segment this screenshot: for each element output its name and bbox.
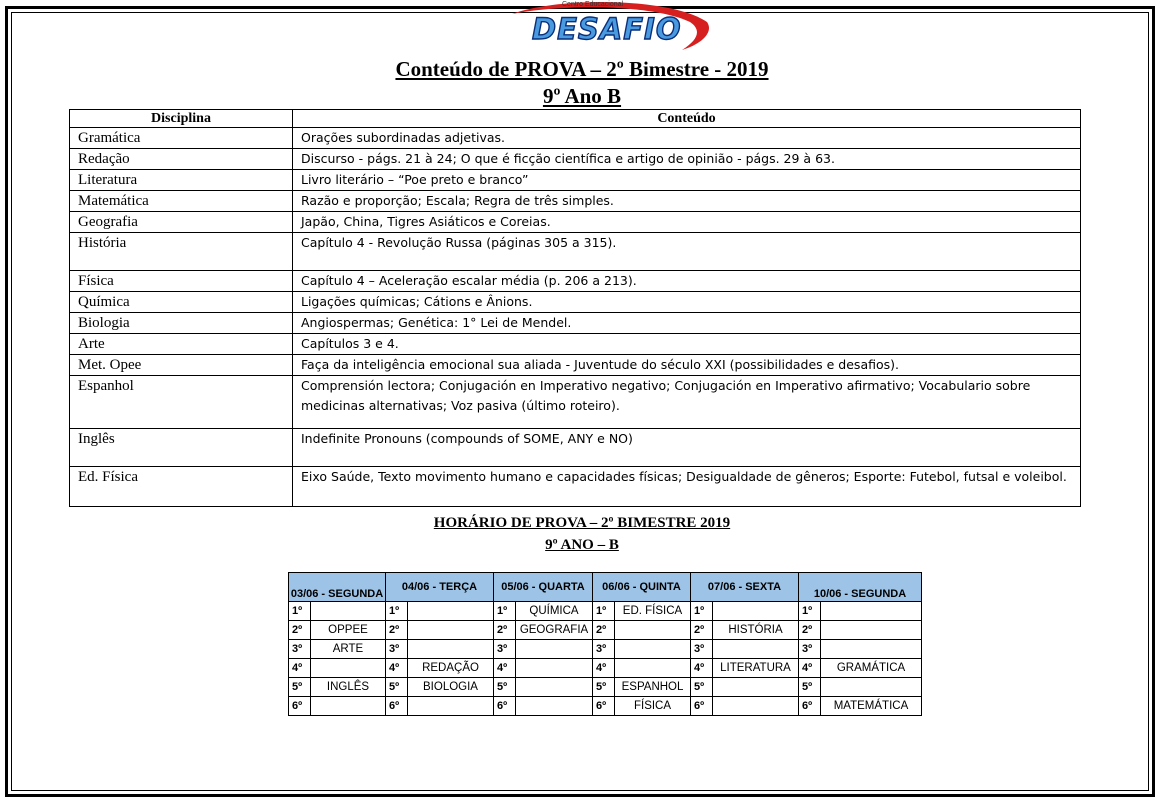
period-number: 2º xyxy=(799,621,821,640)
row-conteudo: Capítulo 4 – Aceleração escalar média (p. 206 a 213). xyxy=(293,271,1081,292)
row-disciplina: Arte xyxy=(70,334,293,355)
period-number: 6º xyxy=(289,697,311,716)
page-title: Conteúdo de PROVA – 2º Bimestre - 2019 xyxy=(395,57,769,81)
row-conteudo: Eixo Saúde, Texto movimento humano e capacidades físicas; Desigualdade de gêneros; Esporte: Futebol, futsal e voleibol. xyxy=(293,467,1081,507)
header-disciplina: Disciplina xyxy=(70,110,293,128)
exam-subject-cell: LITERATURA xyxy=(713,659,799,678)
row-disciplina: História xyxy=(70,233,293,271)
exam-subject-cell xyxy=(713,678,799,697)
period-number: 2º xyxy=(386,621,408,640)
day-header: 03/06 - SEGUNDA xyxy=(289,573,386,602)
row-conteudo: Capítulos 3 e 4. xyxy=(293,334,1081,355)
exam-subject-cell xyxy=(821,640,922,659)
row-disciplina: Matemática xyxy=(70,191,293,212)
table-row xyxy=(70,212,1081,233)
exam-subject-cell: ESPANHOL xyxy=(615,678,691,697)
header-conteudo: Conteúdo xyxy=(293,110,1081,128)
period-number: 4º xyxy=(691,659,713,678)
exam-subject-cell: GEOGRAFIA xyxy=(516,621,593,640)
exam-subject-cell: FÍSICA xyxy=(615,697,691,716)
period-number: 2º xyxy=(289,621,311,640)
period-number: 6º xyxy=(386,697,408,716)
table-row xyxy=(70,313,1081,334)
exam-subject-cell xyxy=(615,621,691,640)
exam-subject-cell xyxy=(516,640,593,659)
row-disciplina: Espanhol xyxy=(70,376,293,429)
exam-subject-cell xyxy=(821,602,922,621)
class-title: 9º Ano B xyxy=(542,84,622,108)
period-number: 4º xyxy=(494,659,516,678)
table-row xyxy=(70,170,1081,191)
period-number: 5º xyxy=(593,678,615,697)
period-number: 3º xyxy=(289,640,311,659)
table-row xyxy=(70,376,1081,429)
row-disciplina: Gramática xyxy=(70,128,293,149)
period-number: 3º xyxy=(799,640,821,659)
period-number: 3º xyxy=(691,640,713,659)
table-row xyxy=(70,355,1081,376)
exam-subject-cell xyxy=(311,697,386,716)
table-row xyxy=(70,128,1081,149)
day-header: 06/06 - QUINTA xyxy=(593,573,691,602)
exam-subject-cell: ARTE xyxy=(311,640,386,659)
content-table xyxy=(69,109,1081,507)
day-header: 04/06 - TERÇA xyxy=(386,573,494,602)
period-number: 2º xyxy=(593,621,615,640)
row-disciplina: Literatura xyxy=(70,170,293,191)
schedule-row xyxy=(289,602,922,621)
row-conteudo: Ligações químicas; Cátions e Ânions. xyxy=(293,292,1081,313)
table-row xyxy=(70,292,1081,313)
period-number: 5º xyxy=(289,678,311,697)
period-number: 1º xyxy=(691,602,713,621)
schedule-header-row xyxy=(289,573,922,602)
row-conteudo: Japão, China, Tigres Asiáticos e Coreias. xyxy=(293,212,1081,233)
exam-subject-cell: GRAMÁTICA xyxy=(821,659,922,678)
row-disciplina: Redação xyxy=(70,149,293,170)
exam-subject-cell: INGLÊS xyxy=(311,678,386,697)
exam-subject-cell: ED. FÍSICA xyxy=(615,602,691,621)
exam-subject-cell: HISTÓRIA xyxy=(713,621,799,640)
period-number: 1º xyxy=(494,602,516,621)
exam-subject-cell: REDAÇÃO xyxy=(408,659,494,678)
period-number: 1º xyxy=(799,602,821,621)
exam-subject-cell xyxy=(615,640,691,659)
row-conteudo: Razão e proporção; Escala; Regra de três simples. xyxy=(293,191,1081,212)
period-number: 1º xyxy=(289,602,311,621)
table-row xyxy=(70,233,1081,271)
period-number: 1º xyxy=(386,602,408,621)
exam-subject-cell xyxy=(821,621,922,640)
day-header: 05/06 - QUARTA xyxy=(494,573,593,602)
row-disciplina: Biologia xyxy=(70,313,293,334)
period-number: 4º xyxy=(799,659,821,678)
period-number: 2º xyxy=(691,621,713,640)
exam-subject-cell xyxy=(516,659,593,678)
exam-subject-cell: OPPEE xyxy=(311,621,386,640)
period-number: 4º xyxy=(593,659,615,678)
logo-text: DESAFIO xyxy=(532,12,682,46)
schedule-row xyxy=(289,621,922,640)
row-disciplina: Física xyxy=(70,271,293,292)
exam-subject-cell xyxy=(408,640,494,659)
logo-small-text: Centro Educacional xyxy=(562,1,624,8)
row-conteudo: Livro literário – “Poe preto e branco” xyxy=(293,170,1081,191)
period-number: 2º xyxy=(494,621,516,640)
schedule-row xyxy=(289,640,922,659)
row-disciplina: Met. Opee xyxy=(70,355,293,376)
schedule-row xyxy=(289,697,922,716)
day-header: 10/06 - SEGUNDA xyxy=(799,573,922,602)
exam-subject-cell: MATEMÁTICA xyxy=(821,697,922,716)
period-number: 6º xyxy=(494,697,516,716)
exam-subject-cell xyxy=(713,640,799,659)
row-disciplina: Ed. Física xyxy=(70,467,293,507)
period-number: 6º xyxy=(593,697,615,716)
schedule-title: HORÁRIO DE PROVA – 2º BIMESTRE 2019 xyxy=(433,515,731,531)
row-conteudo: Faça da inteligência emocional sua aliada - Juventude do século XXI (possibilidades e desafios). xyxy=(293,355,1081,376)
day-header: 07/06 - SEXTA xyxy=(691,573,799,602)
row-disciplina: Inglês xyxy=(70,429,293,467)
row-conteudo: Orações subordinadas adjetivas. xyxy=(293,128,1081,149)
schedule-table xyxy=(288,572,922,716)
exam-subject-cell xyxy=(516,678,593,697)
exam-subject-cell xyxy=(408,697,494,716)
exam-subject-cell xyxy=(713,602,799,621)
exam-subject-cell xyxy=(516,697,593,716)
row-conteudo: Comprensión lectora; Conjugación en Imperativo negativo; Conjugación en Imperativo afirmativo; Vocabulario sobre medicinas alternativas; Voz pasiva (último roteiro). xyxy=(293,376,1081,429)
row-conteudo: Discurso - págs. 21 à 24; O que é ficção científica e artigo de opinião - págs. 29 à 63. xyxy=(293,149,1081,170)
exam-subject-cell xyxy=(311,602,386,621)
row-disciplina: Química xyxy=(70,292,293,313)
table-row xyxy=(70,149,1081,170)
exam-subject-cell xyxy=(408,621,494,640)
period-number: 5º xyxy=(691,678,713,697)
period-number: 4º xyxy=(386,659,408,678)
exam-subject-cell: QUÍMICA xyxy=(516,602,593,621)
row-conteudo: Indefinite Pronouns (compounds of SOME, ANY e NO) xyxy=(293,429,1081,467)
exam-subject-cell xyxy=(408,602,494,621)
period-number: 5º xyxy=(494,678,516,697)
table-row xyxy=(70,467,1081,507)
table-row xyxy=(70,191,1081,212)
table-row xyxy=(70,429,1081,467)
exam-subject-cell xyxy=(615,659,691,678)
period-number: 6º xyxy=(691,697,713,716)
table-row xyxy=(70,334,1081,355)
period-number: 3º xyxy=(494,640,516,659)
exam-subject-cell xyxy=(821,678,922,697)
row-disciplina: Geografia xyxy=(70,212,293,233)
period-number: 6º xyxy=(799,697,821,716)
schedule-class: 9º ANO – B xyxy=(545,537,619,553)
content-table-header xyxy=(70,110,1081,128)
row-conteudo: Capítulo 4 - Revolução Russa (páginas 305 a 315). xyxy=(293,233,1081,271)
desafio-logo xyxy=(502,0,714,52)
period-number: 5º xyxy=(386,678,408,697)
exam-subject-cell xyxy=(713,697,799,716)
period-number: 4º xyxy=(289,659,311,678)
row-conteudo: Angiospermas; Genética: 1° Lei de Mendel. xyxy=(293,313,1081,334)
table-row xyxy=(70,271,1081,292)
period-number: 1º xyxy=(593,602,615,621)
schedule-row xyxy=(289,659,922,678)
exam-subject-cell: BIOLOGIA xyxy=(408,678,494,697)
period-number: 3º xyxy=(593,640,615,659)
period-number: 3º xyxy=(386,640,408,659)
exam-subject-cell xyxy=(311,659,386,678)
schedule-row xyxy=(289,678,922,697)
period-number: 5º xyxy=(799,678,821,697)
